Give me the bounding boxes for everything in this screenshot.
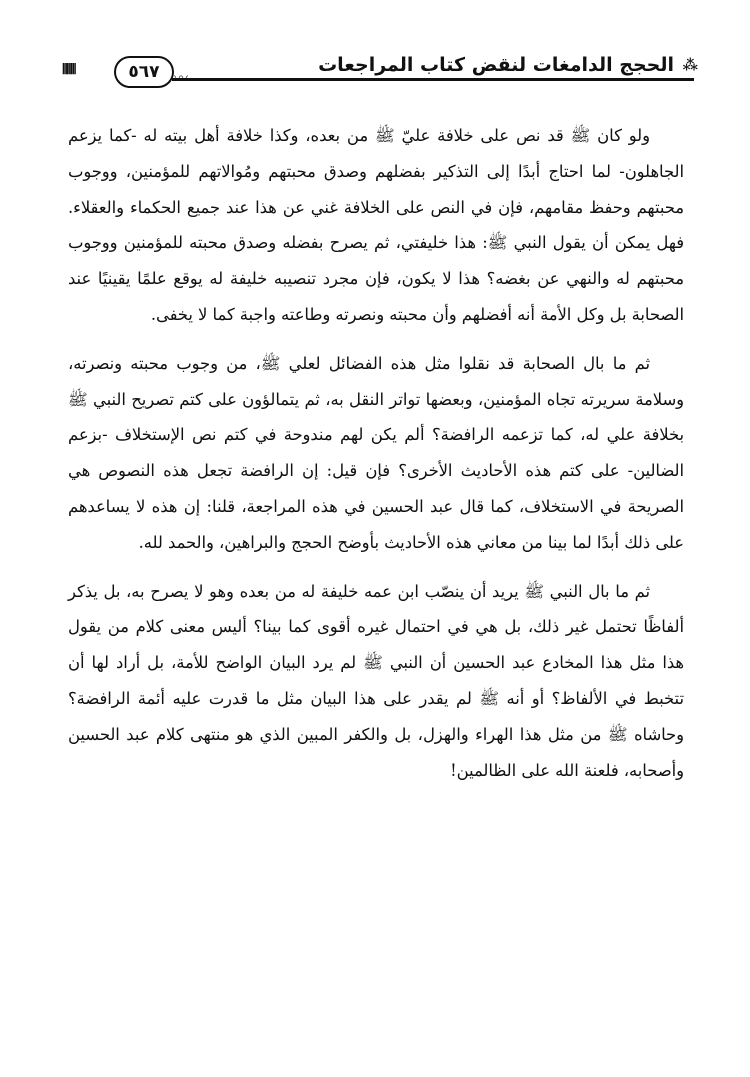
header-flourish: 〰 [174,71,189,87]
header-rule [172,78,694,81]
page-body [68,118,684,801]
header-ornament-left-icon: ⦀⦀⦀ [62,62,75,78]
book-title: الحجج الدامغات لنقض كتاب المراجعات [308,54,680,76]
running-header [62,50,698,90]
page-number: ٥٦٧ [114,56,174,88]
paragraph: ثم ما بال الصحابة قد نقلوا مثل هذه الفضائل لعلي ﷺ، من وجوب محبته ونصرته، وسلامة سريرته تجاه المؤمنين، وبعضها تواتر النقل به، ثم يتمالؤون على كتم تصريح النبي ﷺ بخلافة علي له، كما تزعمه الرافضة؟ ألم يكن لهم مندوحة في كتم نص الإستخلاف -بزعم الضالين- على كتم هذه الأحاديث الأخرى؟ فإن قيل: إن الرافضة تجعل هذه النصوص هي الصريحة في الاستخلاف، كما قال عبد الحسين في هذه المراجعة، قلنا: إن هذه لا يساعدهم على ذلك أبدًا لما بينا من معاني هذه الأحاديث بأوضح الحجج والبراهين، والحمد لله. [68,353,684,552]
header-ornament-right-icon: ⁂ [682,56,698,74]
paragraph: ولو كان ﷺ قد نص على خلافة عليّ ﷺ من بعده، وكذا خلافة أهل بيته له -كما يزعم الجاهلون- لما احتاج أبدًا إلى التذكير بفضلهم وصدق محبتهم ومُوالاتهم للمؤمنين، ووجوب محبتهم وحفظ مقامهم، فإن في النص على الخلافة غني عن هذا عند جميع الحكماء والعقلاء. فهل يمكن أن يقول النبي ﷺ: هذا خليفتي، ثم يصرح بفضله وصدق محبته للمؤمنين ووجوب محبتهم له والنهي عن بغضه؟ هذا لا يكون، فإن مجرد تنصيبه خليفة له يوقع علمًا يقينيًا عند الصحابة بل وكل الأمة أنه أفضلهم وأن محبته ونصرته وطاعته واجبة كما لا يخفى. [68,126,684,324]
paragraph: ثم ما بال النبي ﷺ يريد أن ينصّب ابن عمه خليفة له من بعده وهو لا يصرح به، بل يذكر ألفاظًا تحتمل غير ذلك، بل هي في احتمال غيره أقوى كما بينا؟ أليس معنى كلام من يقول هذا مثل هذا المخادع عبد الحسين أن النبي ﷺ لم يرد البيان الواضح للأمة، بل أراد لها أن تتخبط في الألفاظ؟ أو أنه ﷺ لم يقدر على هذا البيان مثل ما قدرت عليه أئمة الرافضة؟ وحاشاه ﷺ من مثل هذا الهراء والهزل، بل والكفر المبين الذي هو منتهى كلام عبد الحسين وأصحابه، فلعنة الله على الظالمين! [68,581,684,780]
